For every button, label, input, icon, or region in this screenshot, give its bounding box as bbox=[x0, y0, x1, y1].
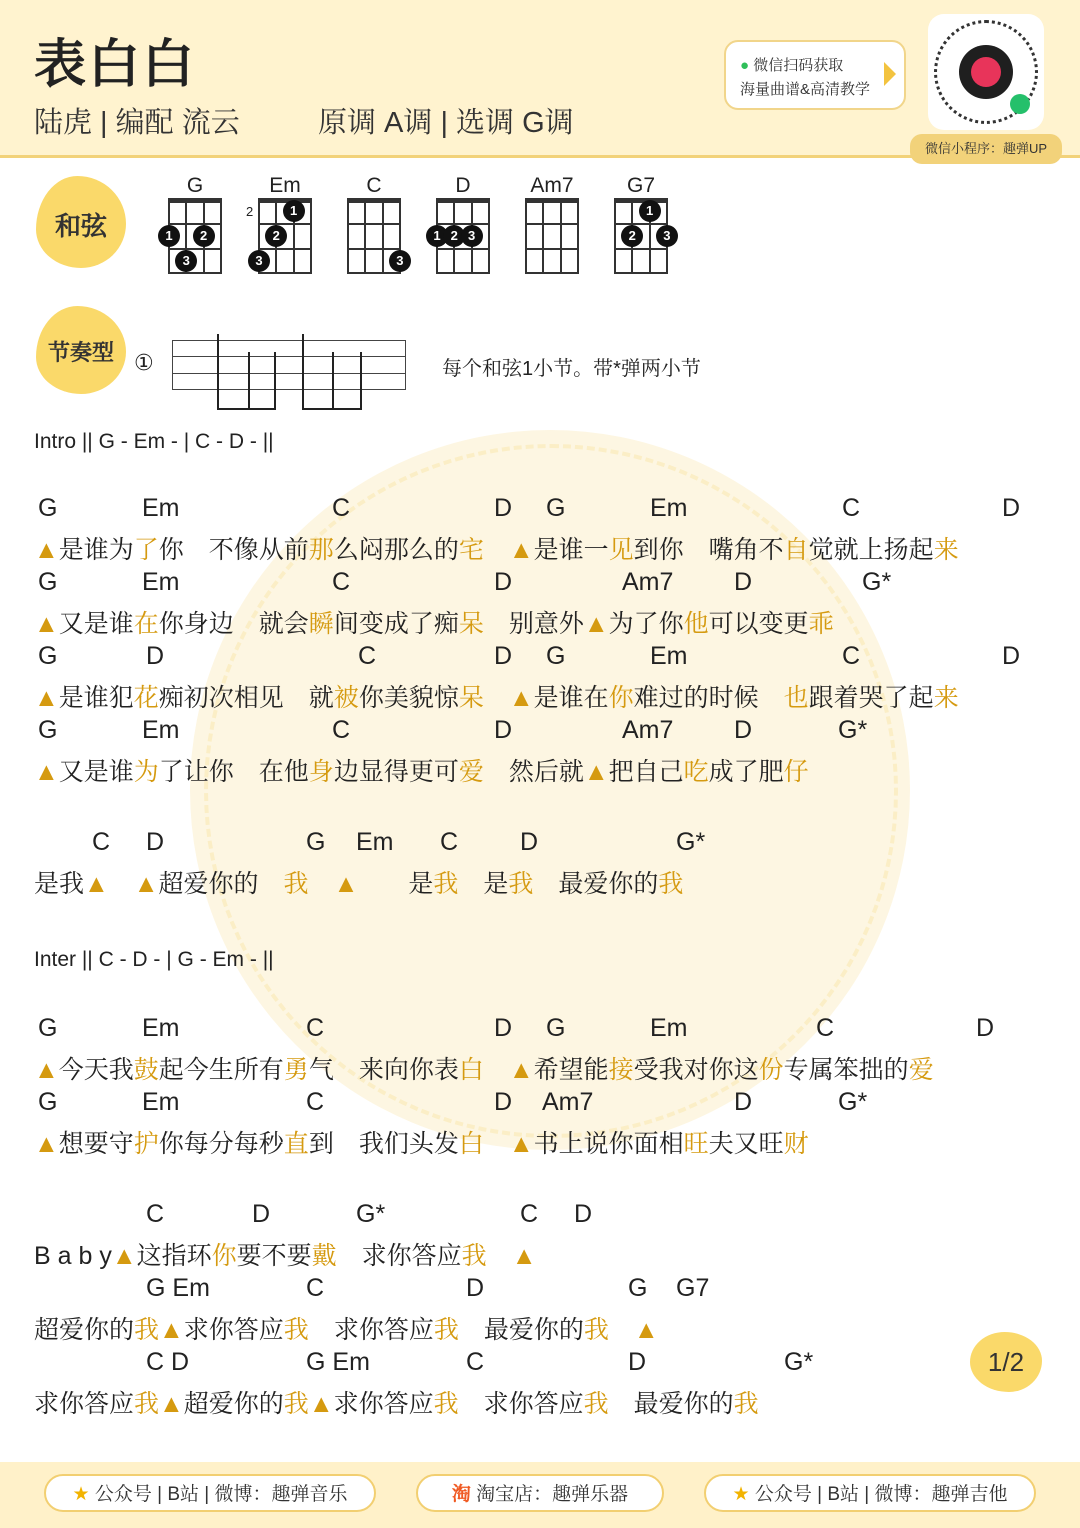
chord-label: C bbox=[816, 1014, 835, 1042]
fretboard-diagram bbox=[255, 198, 312, 274]
chord-name: Em bbox=[269, 174, 301, 197]
lyric-text bbox=[109, 870, 134, 898]
strum-marker-icon: ▲ bbox=[508, 1056, 534, 1084]
chord-label: D bbox=[628, 1348, 647, 1376]
chord-label: C bbox=[306, 1014, 325, 1042]
promo-card[interactable] bbox=[724, 40, 906, 110]
lyric-text: 气 来向你表 bbox=[308, 1056, 459, 1084]
arrow-right-icon bbox=[884, 62, 896, 86]
stressed-word: 自 bbox=[783, 536, 809, 564]
chord-label: D bbox=[574, 1200, 593, 1228]
lyric-line bbox=[34, 678, 959, 714]
stressed-word: 被 bbox=[333, 684, 359, 712]
finger-dot: 3 bbox=[248, 250, 270, 272]
chord-label: D bbox=[976, 1014, 995, 1042]
chord-label: C bbox=[92, 828, 111, 856]
lyric-text: 把自己 bbox=[608, 758, 684, 786]
stressed-word: 旺 bbox=[683, 1130, 709, 1158]
strum-marker-icon: ▲ bbox=[508, 684, 534, 712]
lyric-text: 别意外 bbox=[483, 610, 584, 638]
chord-label: G* bbox=[356, 1200, 386, 1228]
chord-label: Em bbox=[356, 828, 394, 856]
lyric-text: 想要守 bbox=[58, 1130, 134, 1158]
chord-label: G Em bbox=[146, 1274, 210, 1302]
lyric-text: 最爱你的 bbox=[608, 1390, 734, 1418]
chord-label: Em bbox=[142, 494, 180, 522]
chord-name: G7 bbox=[626, 174, 655, 197]
lyric-text: 要不要 bbox=[236, 1242, 312, 1270]
lyric-line bbox=[34, 1050, 934, 1086]
stressed-word: 我 bbox=[283, 1390, 309, 1418]
wechat-icon: ● bbox=[740, 57, 750, 74]
lyric-text: 是谁在 bbox=[533, 684, 609, 712]
stressed-word: 我 bbox=[733, 1390, 759, 1418]
chord-label: D bbox=[146, 828, 165, 856]
stressed-word: 了 bbox=[133, 536, 159, 564]
chord-label: C bbox=[842, 494, 861, 522]
strum-marker-icon: ▲ bbox=[159, 1390, 184, 1418]
chord-label: G bbox=[38, 716, 58, 744]
chord-label: G bbox=[306, 828, 326, 856]
lyric-text: 求你答应 bbox=[183, 1316, 284, 1344]
chord-label: Em bbox=[650, 642, 688, 670]
chord-label: C bbox=[440, 828, 459, 856]
chord-label: Em bbox=[142, 1014, 180, 1042]
lyric-line bbox=[34, 1384, 759, 1420]
stressed-word: 接 bbox=[608, 1056, 634, 1084]
chord-label: C bbox=[306, 1274, 325, 1302]
stressed-word: 我 bbox=[134, 1390, 160, 1418]
strum-marker-icon: ▲ bbox=[34, 1130, 59, 1158]
lyric-text: 又是谁 bbox=[58, 758, 134, 786]
stressed-word: 爱 bbox=[908, 1056, 934, 1084]
lyric-text: 觉就上扬起 bbox=[808, 536, 934, 564]
rhythm-badge bbox=[36, 306, 126, 394]
footer-social-music[interactable]: ★ 公众号 | B站 | 微博：趣弹音乐 bbox=[44, 1474, 376, 1512]
lyric-text bbox=[487, 1242, 512, 1270]
stressed-word: 我 bbox=[461, 1242, 487, 1270]
lyric-text: 可以变更 bbox=[708, 610, 809, 638]
lyric-text: 了让你 在他 bbox=[158, 758, 309, 786]
lyric-text: 你 不像从前 bbox=[158, 536, 309, 564]
taobao-icon: 淘 bbox=[451, 1484, 471, 1505]
lyric-text: B a b y bbox=[34, 1242, 112, 1270]
lyric-text: 夫又旺 bbox=[708, 1130, 784, 1158]
lyric-text: 又是谁 bbox=[58, 610, 134, 638]
strum-marker-icon: ▲ bbox=[133, 870, 159, 898]
stressed-word: 白 bbox=[458, 1056, 484, 1084]
lyric-text bbox=[484, 684, 509, 712]
stressed-word: 我 bbox=[283, 870, 309, 898]
stressed-word: 也 bbox=[783, 684, 809, 712]
finger-dot: 2 bbox=[443, 225, 465, 247]
lyric-text: 是我 bbox=[34, 870, 85, 898]
lyric-text bbox=[484, 1130, 509, 1158]
strum-marker-icon: ▲ bbox=[34, 1056, 59, 1084]
chord-name: G bbox=[186, 174, 204, 197]
stressed-word: 呆 bbox=[458, 684, 484, 712]
footer-social-guitar[interactable]: ★ 公众号 | B站 | 微博：趣弹吉他 bbox=[704, 1474, 1036, 1512]
stressed-word: 我 bbox=[283, 1316, 309, 1344]
stressed-word: 戴 bbox=[311, 1242, 337, 1270]
chord-label: G* bbox=[862, 568, 892, 596]
lyric-text: 是谁为 bbox=[58, 536, 134, 564]
chord-label: G bbox=[38, 494, 58, 522]
mini-program-qr-code[interactable] bbox=[928, 14, 1044, 130]
chord-label: D bbox=[494, 716, 513, 744]
fretboard-diagram bbox=[347, 198, 404, 274]
finger-dot: 1 bbox=[283, 200, 305, 222]
chords-label: 和弦 bbox=[54, 211, 107, 241]
stressed-word: 乖 bbox=[808, 610, 834, 638]
stressed-word: 份 bbox=[758, 1056, 784, 1084]
chord-name: D bbox=[455, 174, 471, 197]
chord-label: Am7 bbox=[622, 716, 674, 744]
lyric-text: 希望能 bbox=[533, 1056, 609, 1084]
lyric-text: 这指环 bbox=[136, 1242, 212, 1270]
inter-line: Inter || C - D - | G - Em - || bbox=[34, 948, 274, 971]
chord-label: C bbox=[332, 568, 351, 596]
footer-taobao-shop[interactable]: 淘 淘宝店：趣弹乐器 bbox=[416, 1474, 664, 1512]
lyric-text: 求你答应 bbox=[34, 1390, 135, 1418]
qr-logo bbox=[959, 45, 1013, 99]
stressed-word: 直 bbox=[283, 1130, 309, 1158]
stressed-word: 瞬 bbox=[308, 610, 334, 638]
strum-marker-icon: ▲ bbox=[633, 1316, 659, 1344]
lyric-text: 你每分每秒 bbox=[158, 1130, 284, 1158]
song-key: 原调 A调 | 选调 G调 bbox=[318, 107, 574, 139]
finger-dot: 3 bbox=[656, 225, 678, 247]
lyric-text: 是谁犯 bbox=[58, 684, 134, 712]
chord-label: C bbox=[146, 1200, 165, 1228]
strum-marker-icon: ▲ bbox=[34, 536, 59, 564]
fret-number: 2 bbox=[246, 204, 254, 219]
stressed-word: 勇 bbox=[283, 1056, 309, 1084]
stressed-word: 来 bbox=[933, 684, 959, 712]
stressed-word: 我 bbox=[433, 1316, 459, 1344]
rhythm-note: 每个和弦1小节。带*弹两小节 bbox=[442, 358, 701, 380]
chord-label: D bbox=[1002, 494, 1021, 522]
promo-line-2: 海量曲谱&高清教学 bbox=[740, 81, 871, 98]
chord-label: G* bbox=[838, 716, 868, 744]
rhythm-number: ① bbox=[134, 350, 154, 375]
lyric-text bbox=[609, 1316, 634, 1344]
stressed-word: 你 bbox=[608, 684, 634, 712]
chord-label: Em bbox=[650, 494, 688, 522]
rhythm-staff bbox=[172, 340, 406, 390]
lyric-text: 超爱你的 bbox=[183, 1390, 284, 1418]
finger-dot: 2 bbox=[193, 225, 215, 247]
lyric-text: 痴初次相见 就 bbox=[158, 684, 334, 712]
chord-label: Am7 bbox=[622, 568, 674, 596]
lyric-text: 么闷那么的 bbox=[333, 536, 459, 564]
chord-label: G Em bbox=[306, 1348, 370, 1376]
lyric-line bbox=[34, 1236, 536, 1272]
lyric-text: 然后就 bbox=[483, 758, 584, 786]
finger-dot: 1 bbox=[639, 200, 661, 222]
chord-label: D bbox=[734, 716, 753, 744]
chord-label: G bbox=[38, 642, 58, 670]
rhythm-label: 节奏型 bbox=[47, 340, 114, 365]
strum-marker-icon: ▲ bbox=[511, 1242, 537, 1270]
chord-label: G bbox=[546, 494, 566, 522]
chord-label: C bbox=[466, 1348, 485, 1376]
lyric-text: 是 bbox=[458, 870, 509, 898]
chord-label: D bbox=[734, 1088, 753, 1116]
fretboard-diagram bbox=[614, 198, 671, 274]
promo-line-1: ● 微信扫码获取 bbox=[740, 57, 844, 74]
fretboard-diagram bbox=[165, 198, 222, 274]
lyric-line bbox=[34, 864, 683, 900]
lyric-text bbox=[484, 1056, 509, 1084]
qr-caption: 微信小程序：趣弹UP bbox=[910, 134, 1062, 164]
finger-dot: 3 bbox=[175, 250, 197, 272]
lyric-text: 超爱你的 bbox=[34, 1316, 135, 1344]
lyric-text: 超爱你的 bbox=[158, 870, 284, 898]
lyric-text: 今天我 bbox=[58, 1056, 134, 1084]
strum-marker-icon: ▲ bbox=[34, 684, 59, 712]
strum-marker-icon: ▲ bbox=[34, 610, 59, 638]
mini-program-icon bbox=[1010, 94, 1030, 114]
chord-label: G7 bbox=[676, 1274, 710, 1302]
chord-name: Am7 bbox=[530, 174, 574, 197]
chords-badge bbox=[36, 176, 126, 268]
chord-label: C D bbox=[146, 1348, 190, 1376]
chord-label: G* bbox=[676, 828, 706, 856]
strum-marker-icon: ▲ bbox=[159, 1316, 184, 1344]
chord-label: D bbox=[494, 642, 513, 670]
lyric-text: 到 我们头发 bbox=[308, 1130, 459, 1158]
lyric-text: 你美貌惊 bbox=[358, 684, 459, 712]
lyric-line bbox=[34, 1310, 659, 1346]
stressed-word: 为 bbox=[133, 758, 159, 786]
lyric-text: 是 bbox=[358, 870, 434, 898]
lyric-text: 书上说你面相 bbox=[533, 1130, 684, 1158]
lyric-line bbox=[34, 530, 959, 566]
lyric-text: 受我对你这 bbox=[633, 1056, 759, 1084]
finger-dot: 3 bbox=[389, 250, 411, 272]
chord-label: G bbox=[546, 1014, 566, 1042]
strum-marker-icon: ▲ bbox=[508, 536, 534, 564]
chord-label: C bbox=[306, 1088, 325, 1116]
chord-label: C bbox=[842, 642, 861, 670]
lyric-text: 是谁一 bbox=[533, 536, 609, 564]
chord-label: D bbox=[494, 1088, 513, 1116]
lyric-text bbox=[484, 536, 509, 564]
stressed-word: 我 bbox=[134, 1316, 160, 1344]
chord-label: C bbox=[332, 494, 351, 522]
fretboard-diagram bbox=[433, 198, 490, 274]
strum-marker-icon: ▲ bbox=[34, 758, 59, 786]
chord-label: Am7 bbox=[542, 1088, 594, 1116]
stressed-word: 我 bbox=[508, 870, 534, 898]
stressed-word: 我 bbox=[433, 1390, 459, 1418]
stressed-word: 宅 bbox=[458, 536, 484, 564]
chord-label: Em bbox=[650, 1014, 688, 1042]
stressed-word: 那 bbox=[308, 536, 334, 564]
stressed-word: 他 bbox=[683, 610, 709, 638]
stressed-word: 我 bbox=[583, 1316, 609, 1344]
lyric-text: 最爱你的 bbox=[458, 1316, 584, 1344]
chord-name: C bbox=[366, 174, 382, 197]
stressed-word: 我 bbox=[658, 870, 684, 898]
lyric-text: 起今生所有 bbox=[158, 1056, 284, 1084]
stressed-word: 鼓 bbox=[133, 1056, 159, 1084]
strum-marker-icon: ▲ bbox=[308, 1390, 334, 1418]
stressed-word: 呆 bbox=[458, 610, 484, 638]
lyric-line bbox=[34, 752, 809, 788]
finger-dot: 1 bbox=[158, 225, 180, 247]
lyric-text: 难过的时候 bbox=[633, 684, 784, 712]
lyric-text: 到你 嘴角不 bbox=[633, 536, 784, 564]
finger-dot: 2 bbox=[265, 225, 287, 247]
lyric-text: 求你答应 bbox=[308, 1316, 434, 1344]
lyric-text: 间变成了痴 bbox=[333, 610, 459, 638]
song-credit: 陆虎 | 编配 流云 bbox=[34, 107, 240, 139]
chord-label: D bbox=[520, 828, 539, 856]
chord-label: Em bbox=[142, 716, 180, 744]
chord-label: D bbox=[1002, 642, 1021, 670]
strum-marker-icon: ▲ bbox=[508, 1130, 534, 1158]
fretboard-diagram bbox=[525, 198, 579, 274]
chord-label: D bbox=[494, 568, 513, 596]
page-number: 1/2 bbox=[970, 1332, 1042, 1392]
finger-dot: 2 bbox=[621, 225, 643, 247]
lyric-text bbox=[309, 870, 334, 898]
lyric-text: 专属笨拙的 bbox=[783, 1056, 909, 1084]
stressed-word: 财 bbox=[783, 1130, 809, 1158]
star-icon: ★ bbox=[732, 1484, 750, 1505]
chord-label: G bbox=[628, 1274, 648, 1302]
chord-label: Em bbox=[142, 568, 180, 596]
lyric-text: 你身边 就会 bbox=[158, 610, 309, 638]
lyric-text: 求你答应 bbox=[458, 1390, 584, 1418]
lyric-line bbox=[34, 1124, 809, 1160]
chord-label: D bbox=[466, 1274, 485, 1302]
chord-label: G* bbox=[784, 1348, 814, 1376]
strum-marker-icon: ▲ bbox=[583, 610, 609, 638]
star-icon: ★ bbox=[72, 1484, 90, 1505]
stressed-word: 来 bbox=[933, 536, 959, 564]
lyric-text: 求你答应 bbox=[336, 1242, 462, 1270]
stressed-word: 仔 bbox=[783, 758, 809, 786]
stressed-word: 在 bbox=[133, 610, 159, 638]
chord-label: D bbox=[734, 568, 753, 596]
lyric-text: 最爱你的 bbox=[533, 870, 659, 898]
stressed-word: 护 bbox=[133, 1130, 159, 1158]
chord-label: G bbox=[38, 568, 58, 596]
stressed-word: 花 bbox=[133, 684, 159, 712]
stressed-word: 身 bbox=[308, 758, 334, 786]
chord-label: C bbox=[358, 642, 377, 670]
chord-label: G bbox=[546, 642, 566, 670]
strum-marker-icon: ▲ bbox=[583, 758, 609, 786]
chord-label: D bbox=[494, 1014, 513, 1042]
strum-marker-icon: ▲ bbox=[84, 870, 109, 898]
chord-label: G* bbox=[838, 1088, 868, 1116]
strum-marker-icon: ▲ bbox=[333, 870, 359, 898]
strum-marker-icon: ▲ bbox=[111, 1242, 137, 1270]
chord-label: G bbox=[38, 1088, 58, 1116]
lyric-text: 跟着哭了起 bbox=[808, 684, 934, 712]
lyric-text: 成了肥 bbox=[708, 758, 784, 786]
intro-line: Intro || G - Em - | C - D - || bbox=[34, 430, 274, 453]
lyric-text: 边显得更可 bbox=[333, 758, 459, 786]
lyric-text: 求你答应 bbox=[333, 1390, 434, 1418]
stressed-word: 爱 bbox=[458, 758, 484, 786]
lyric-text: 为了你 bbox=[608, 610, 684, 638]
chord-label: D bbox=[252, 1200, 271, 1228]
stressed-word: 吃 bbox=[683, 758, 709, 786]
finger-dot: 1 bbox=[426, 225, 448, 247]
finger-dot: 3 bbox=[461, 225, 483, 247]
chord-label: D bbox=[146, 642, 165, 670]
chord-label: C bbox=[520, 1200, 539, 1228]
chord-label: Em bbox=[142, 1088, 180, 1116]
chord-label: G bbox=[38, 1014, 58, 1042]
stressed-word: 你 bbox=[211, 1242, 237, 1270]
stressed-word: 我 bbox=[433, 870, 459, 898]
stressed-word: 白 bbox=[458, 1130, 484, 1158]
stressed-word: 见 bbox=[608, 536, 634, 564]
chord-label: C bbox=[332, 716, 351, 744]
song-title: 表白白 bbox=[34, 36, 197, 94]
chord-label: D bbox=[494, 494, 513, 522]
stressed-word: 我 bbox=[583, 1390, 609, 1418]
lyric-line bbox=[34, 604, 834, 640]
